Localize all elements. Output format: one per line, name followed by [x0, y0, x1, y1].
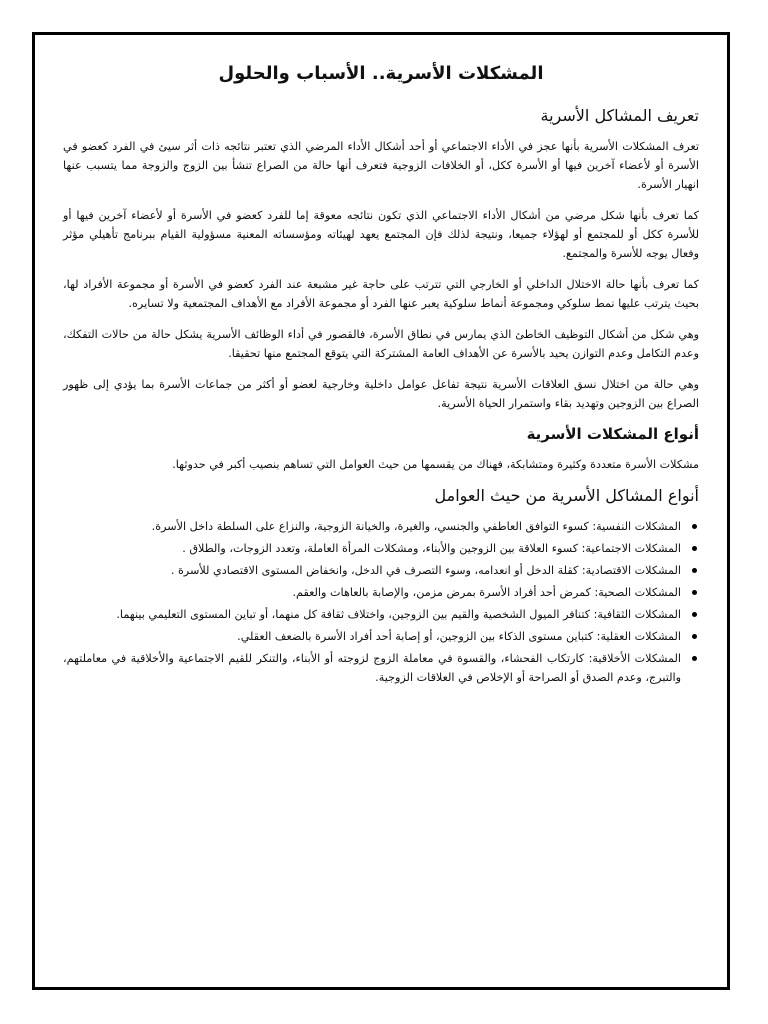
list-item-text: المشكلات الصحية: كمرض أحد أفراد الأسرة بمرض مزمن، والإصابة بالعاهات والعقم.: [292, 586, 681, 599]
bullet-dot-icon: [692, 612, 697, 617]
definition-paragraph-3: كما تعرف بأنها حالة الاختلال الداخلي أو الخارجي التي تترتب على حاجة غير مشبعة عند الفرد كعضو في الأسرة أو مجموعة الأفراد لها، بحيث يترتب عليها نمط سلوكي ومجموعة أنماط سلوكية يعبر عنها الفرد أو مجموعة الأفراد مع الأهداف المجتمعية ولا تسايره.: [63, 278, 699, 310]
definition-paragraph-2: كما تعرف بأنها شكل مرضي من أشكال الأداء الاجتماعي الذي تكون نتائجه معوقة إما للفرد كعضو في الأسرة أو لأعضاء آخرين فيها أو للأسرة ككل أو للمجتمع أو لهؤلاء جميعا، ونتيجة لذلك فإن المجتمع يعهد لهيئاته ومؤسساته المعنية مسؤولية القيام ببرنامج تأهيلي مؤثر وفعال يوجه للأسرة والمجتمع.: [63, 209, 699, 260]
bullet-dot-icon: [692, 590, 697, 595]
list-item-cultural: [63, 605, 699, 624]
bullet-dot-icon: [692, 524, 697, 529]
definition-paragraph-4: وهي شكل من أشكال التوظيف الخاطئ الذي يمارس في نطاق الأسرة، فالقصور في أداء الوظائف الأسرية يشكل حالة من حالات التفكك، وعدم التكامل وعدم التوازن يحيد بالأسرة عن الأهداف العامة المشتركة التي يتوقع المجتمع منها تحقيقا.: [63, 328, 699, 360]
list-item-psychological: [63, 517, 699, 536]
bullet-dot-icon: [692, 568, 697, 573]
definition-paragraph-5: وهي حالة من اختلال نسق العلاقات الأسرية نتيجة تفاعل عوامل داخلية وخارجية لعضو أو أكثر من جماعات الأسرة بما يؤدي إلى ظهور الصراع بين الزوجين وتهديد بقاء واستمرار الحياة الأسرية.: [63, 378, 699, 410]
list-item-text: المشكلات النفسية: كسوء التوافق العاطفي والجنسي، والغيرة، والخيانة الزوجية، والنزاع على السلطة داخل الأسرة.: [151, 520, 681, 533]
bullet-dot-icon: [692, 546, 697, 551]
definition-heading: تعريف المشاكل الأسرية: [540, 106, 699, 125]
document-title: المشكلات الأسرية.. الأسباب والحلول: [218, 63, 544, 84]
page-frame: [32, 32, 730, 990]
definition-paragraph-1: تعرف المشكلات الأسرية بأنها عجز في الأداء الاجتماعي أو أحد أشكال الأداء المرضي الذي تعتبر نتائجه ذات أثر سيئ في الفرد كعضو في الأسرة أو لأعضاء آخرين فيها أو الأسرة ككل، أو الخلافات الزوجية فتعرف أنها حالة من الصراع تنشأ بين الزوج والزوجة مما يتسبب عنها انهيار الأسرة.: [63, 140, 699, 191]
factors-heading: أنواع المشاكل الأسرية من حيث العوامل: [434, 486, 699, 505]
factors-list: [63, 517, 699, 687]
list-item-economic: [63, 561, 699, 580]
bullet-dot-icon: [692, 656, 697, 661]
types-heading: أنواع المشكلات الأسرية: [526, 425, 699, 443]
list-item-text: المشكلات الاقتصادية: كقلة الدخل أو انعدامه، وسوء التصرف في الدخل، وانخفاض المستوى الاقتصادي للأسرة .: [170, 564, 681, 577]
list-item-moral: [63, 649, 699, 687]
list-item-text: المشكلات العقلية: كتباين مستوى الذكاء بين الزوجين، أو إصابة أحد أفراد الأسرة بالضعف العقلي.: [237, 630, 681, 643]
list-item-text: المشكلات الاجتماعية: كسوء العلاقة بين الزوجين والأبناء، ومشكلات المرأة العاملة، وتعدد الزوجات، والطلاق .: [182, 542, 681, 555]
types-paragraph: مشكلات الأسرة متعددة وكثيرة ومتشابكة، فهناك من يقسمها من حيث العوامل التي تساهم بنصيب أكبر في حدوثها.: [172, 458, 699, 471]
list-item-text: المشكلات الأخلاقية: كارتكاب الفحشاء، والقسوة في معاملة الزوج لزوجته أو الأبناء، والتنكر للقيم الاجتماعية والأخلاقية في معاملتهم، والتبرج، وعدم الصدق أو الصراحة أو الإخلاص في العلاقات الزوجية.: [63, 652, 681, 684]
list-item-health: [63, 583, 699, 602]
list-item-mental: [63, 627, 699, 646]
bullet-dot-icon: [692, 634, 697, 639]
list-item-social: [63, 539, 699, 558]
list-item-text: المشكلات الثقافية: كتنافر الميول الشخصية والقيم بين الزوجين، واختلاف ثقافة كل منهما، أو تباين المستوى التعليمي بينهما.: [116, 608, 681, 621]
